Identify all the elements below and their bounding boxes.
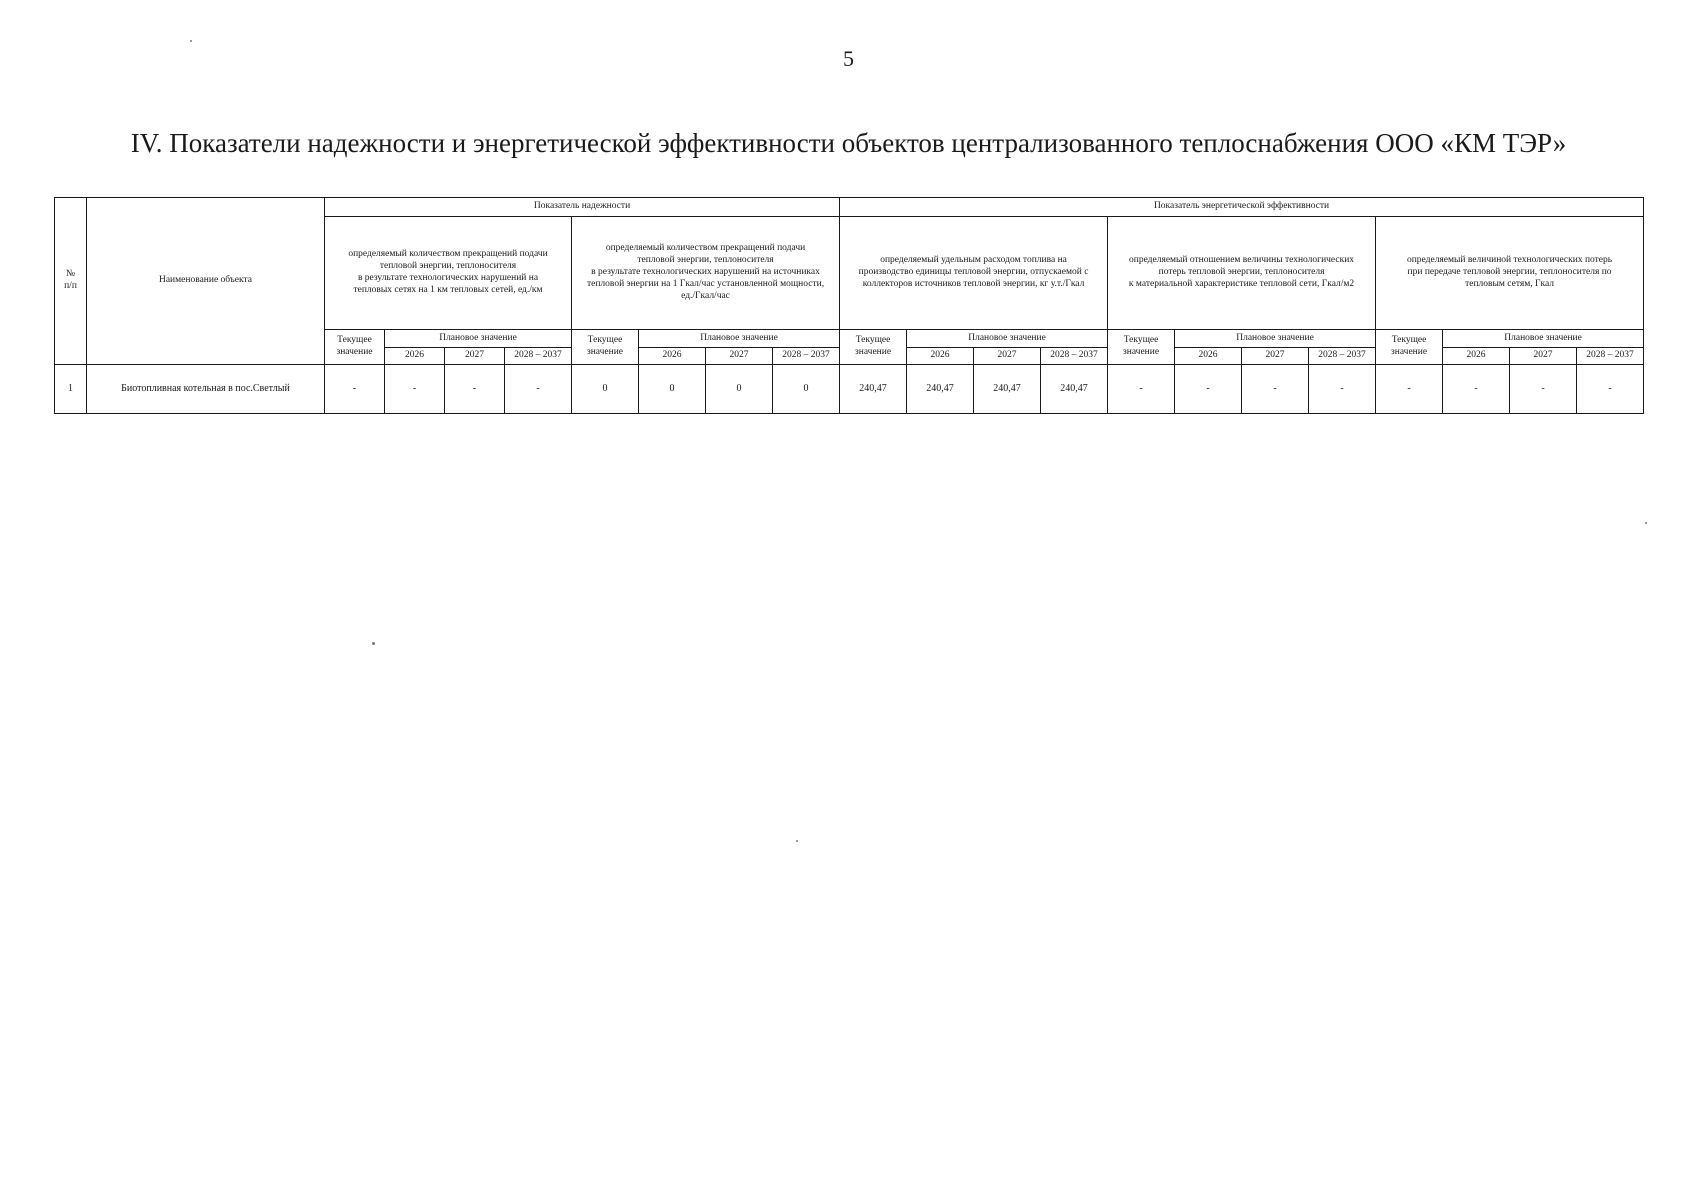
header-planned-2: Плановое значение xyxy=(639,330,840,348)
cell-value: - xyxy=(1577,365,1644,414)
cell-value: 0 xyxy=(773,365,840,414)
header-year-3-2028-2037: 2028 – 2037 xyxy=(1041,348,1108,365)
indicators-table-wrapper xyxy=(54,197,1643,414)
current-1-line-2: значение xyxy=(336,347,373,357)
document-title: IV. Показатели надежности и энергетической эффективности объектов централизованного теплоснабжения ООО «КМ ТЭР» xyxy=(130,128,1567,158)
cell-value: - xyxy=(1443,365,1510,414)
scan-speck xyxy=(1645,522,1647,524)
header-year-2-2027: 2027 xyxy=(706,348,773,365)
indicator-5-line-1: определяемый величиной технологических потерь xyxy=(1406,255,1613,266)
cell-value: 240,47 xyxy=(1041,365,1108,414)
row-num: 1 xyxy=(55,365,87,414)
header-current-5 xyxy=(1376,330,1443,365)
header-year-3-2026: 2026 xyxy=(907,348,974,365)
scan-speck xyxy=(796,840,798,842)
header-year-5-2027: 2027 xyxy=(1510,348,1577,365)
header-year-1-2028-2037: 2028 – 2037 xyxy=(505,348,572,365)
header-row-groups xyxy=(55,198,1644,217)
cell-value: 240,47 xyxy=(974,365,1041,414)
current-1-line-1: Текущее xyxy=(337,335,372,346)
header-planned-4: Плановое значение xyxy=(1175,330,1376,348)
indicator-1-line-4: тепловых сетях на 1 км тепловых сетей, ед./км xyxy=(353,284,543,295)
header-indicator-5 xyxy=(1376,217,1644,330)
indicator-1-line-3: в результате технологических нарушений на xyxy=(357,273,539,283)
header-reliability-group: Показатель надежности xyxy=(325,198,840,217)
cell-value: - xyxy=(325,365,385,414)
page-number: 5 xyxy=(843,46,854,71)
cell-value: - xyxy=(1376,365,1443,414)
current-2-line-2: значение xyxy=(586,347,624,357)
header-year-2-2026: 2026 xyxy=(639,348,706,365)
header-num xyxy=(55,198,87,365)
indicator-1-line-1: определяемый количеством прекращений подачи xyxy=(348,249,548,260)
indicator-3-line-1: определяемый удельным расходом топлива на xyxy=(880,255,1067,266)
indicator-2-line-3: в результате технологических нарушений на источниках xyxy=(591,267,820,278)
header-year-1-2026: 2026 xyxy=(385,348,445,365)
cell-value: - xyxy=(1510,365,1577,414)
cell-value: 0 xyxy=(639,365,706,414)
cell-value: 240,47 xyxy=(840,365,907,414)
cell-value: - xyxy=(1108,365,1175,414)
table-row xyxy=(55,365,1644,414)
cell-value: - xyxy=(1175,365,1242,414)
header-year-5-2028-2037: 2028 – 2037 xyxy=(1577,348,1644,365)
header-current-4 xyxy=(1108,330,1175,365)
indicator-2-line-1: определяемый количеством прекращений подачи xyxy=(605,243,806,254)
indicator-5-line-3: тепловым сетям, Гкал xyxy=(1465,278,1554,289)
header-object-name: Наименование объекта xyxy=(87,198,325,365)
header-year-1-2027: 2027 xyxy=(445,348,505,365)
header-efficiency-group: Показатель энергетической эффективности xyxy=(840,198,1644,217)
cell-value: - xyxy=(385,365,445,414)
current-3-line-2: значение xyxy=(855,347,892,357)
header-current-3 xyxy=(840,330,907,365)
header-indicator-2 xyxy=(572,217,840,330)
cell-value: - xyxy=(505,365,572,414)
header-num-line-1: № xyxy=(65,269,76,280)
header-year-2-2028-2037: 2028 – 2037 xyxy=(773,348,840,365)
header-current-1 xyxy=(325,330,385,365)
indicator-4-line-3: к материальной характеристике тепловой сети, Гкал/м2 xyxy=(1128,278,1355,289)
scan-speck xyxy=(190,40,192,42)
current-5-line-1: Текущее xyxy=(1391,335,1427,346)
header-planned-1: Плановое значение xyxy=(385,330,572,348)
indicators-table xyxy=(54,197,1644,414)
current-3-line-1: Текущее xyxy=(855,335,891,346)
indicator-2-line-4: тепловой энергии на 1 Гкал/час установленной мощности, xyxy=(586,278,825,289)
indicator-5-line-2: при передаче тепловой энергии, теплоносителя по xyxy=(1407,267,1612,278)
indicator-1-line-2: тепловой энергии, теплоносителя xyxy=(379,261,517,272)
cell-value: - xyxy=(1309,365,1376,414)
current-4-line-2: значение xyxy=(1123,347,1160,357)
header-num-line-2: п/п xyxy=(64,281,77,291)
indicator-3-line-2: производство единицы тепловой энергии, отпускаемой с xyxy=(858,267,1089,278)
cell-value: - xyxy=(1242,365,1309,414)
cell-value: - xyxy=(445,365,505,414)
cell-value: 0 xyxy=(706,365,773,414)
row-object-name: Биотопливная котельная в пос.Светлый xyxy=(87,365,325,414)
header-planned-5: Плановое значение xyxy=(1443,330,1644,348)
scan-speck xyxy=(372,642,375,645)
header-year-4-2026: 2026 xyxy=(1175,348,1242,365)
header-indicator-1 xyxy=(325,217,572,330)
indicator-2-line-5: ед./Гкал/час xyxy=(681,290,730,301)
cell-value: 0 xyxy=(572,365,639,414)
indicator-4-line-1: определяемый отношением величины технологических xyxy=(1128,255,1355,266)
header-year-3-2027: 2027 xyxy=(974,348,1041,365)
cell-value: 240,47 xyxy=(907,365,974,414)
header-year-4-2027: 2027 xyxy=(1242,348,1309,365)
indicator-2-line-2: тепловой энергии, теплоносителя xyxy=(637,255,774,266)
indicator-4-line-2: потерь тепловой энергии, теплоносителя xyxy=(1158,267,1325,278)
header-year-5-2026: 2026 xyxy=(1443,348,1510,365)
current-2-line-1: Текущее xyxy=(587,335,623,346)
header-indicator-3 xyxy=(840,217,1108,330)
header-planned-3: Плановое значение xyxy=(907,330,1108,348)
current-4-line-1: Текущее xyxy=(1123,335,1159,346)
indicator-3-line-3: коллекторов источников тепловой энергии, кг у.т./Гкал xyxy=(862,278,1085,289)
header-year-4-2028-2037: 2028 – 2037 xyxy=(1309,348,1376,365)
header-indicator-4 xyxy=(1108,217,1376,330)
current-5-line-2: значение xyxy=(1391,347,1428,357)
header-current-2 xyxy=(572,330,639,365)
